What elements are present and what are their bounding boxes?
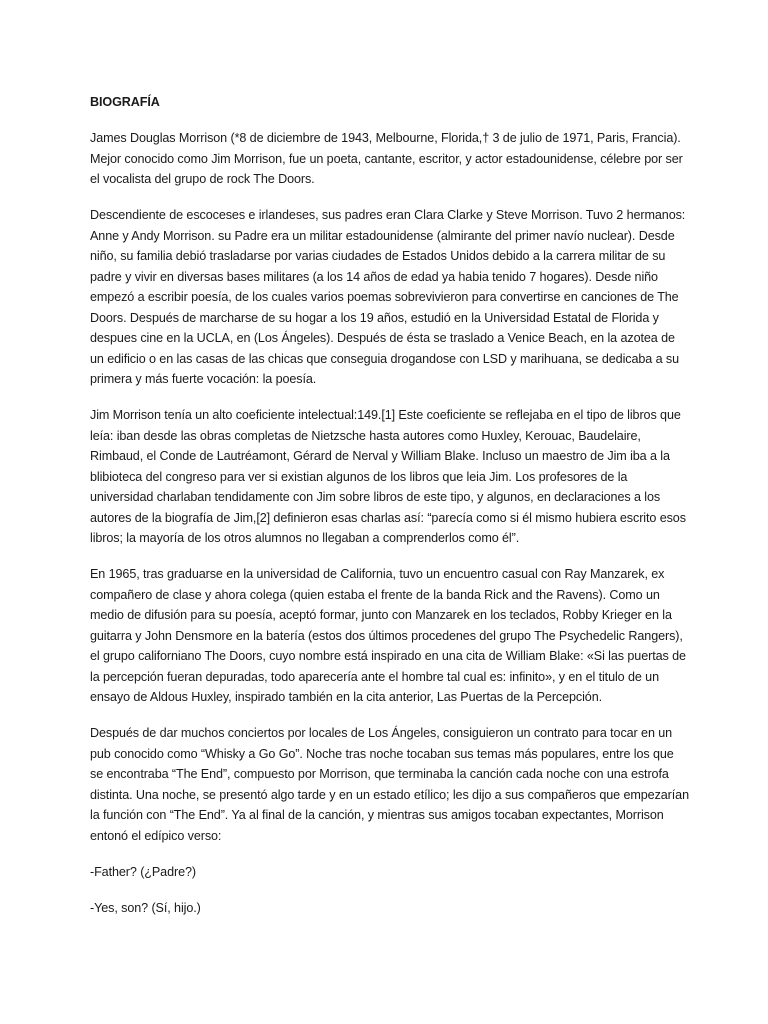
document-page	[90, 92, 690, 934]
paragraph-intro: James Douglas Morrison (*8 de diciembre de 1943, Melbourne, Florida,† 3 de julio de 1971, Paris, Francia). Mejor conocido como Jim Morrison, fue un poeta, cantante, escritor, y actor estadounidense, célebre por ser el vocalista del grupo de rock The Doors.	[90, 131, 683, 186]
paragraph-verse-son: -Yes, son? (Sí, hijo.)	[90, 900, 201, 915]
paragraph-whisky-a-go-go: Después de dar muchos conciertos por locales de Los Ángeles, consiguieron un contrato para tocar en un pub conocido como “Whisky a Go Go”. Noche tras noche tocaban sus temas más populares, entre los que se encontraba “The End”, compuesto por Morrison, que terminaba la canción cada noche con una estrofa distinta. Una noche, se presentó algo tarde y en un estado etílico; les dijo a sus compañeros que empezarían la función con “The End”. Ya al final de la canción, y mientras sus amigos tocaban expectantes, Morrison entonó el edípico verso:	[90, 726, 689, 843]
paragraph-verse-father: -Father? (¿Padre?)	[90, 864, 196, 879]
document-heading: BIOGRAFÍA	[90, 95, 160, 109]
paragraph-family: Descendiente de escoceses e irlandeses, sus padres eran Clara Clarke y Steve Morrison. Tuvo 2 hermanos: Anne y Andy Morrison. su Padre era un militar estadounidense (almirante del primer navío nuclear). Desde niño, su familia debió trasladarse por varias ciudades de Estados Unidos debido a la carrera militar de su padre y vivir en diversas bases militares (a los 14 años de edad ya habia tenido 7 hogares). Desde niño empezó a escribir poesía, de los cuales varios poemas sobrevivieron para convertirse en canciones de The Doors. Después de marcharse de su hogar a los 19 años, estudió en la Universidad Estatal de Florida y despues cine en la UCLA, en (Los Ángeles). Después de ésta se traslado a Venice Beach, en la azotea de un edificio o en las casas de las chicas que conseguia drogandose con LSD y marihuana, se dedicaba a su primera y más fuerte vocación: la poesía.	[90, 208, 686, 386]
paragraph-the-doors: En 1965, tras graduarse en la universidad de California, tuvo un encuentro casual con Ray Manzarek, ex compañero de clase y ahora colega (quien estaba el frente de la banda Rick and the Ravens). Como un medio de difusión para su poesía, aceptó formar, junto con Manzarek en los teclados, Robby Krieger en la guitarra y John Densmore en la batería (estos dos últimos procedenes del grupo The Psychedelic Rangers), el grupo californiano The Doors, cuyo nombre está inspirado en una cita de William Blake: «Si las puertas de la percepción fueran depuradas, todo aparecería ante el hombre tal cual es: infinito», y en el titulo de un ensayo de Aldous Huxley, inspirado también en la cita anterior, Las Puertas de la Percepción.	[90, 567, 686, 704]
paragraph-intellect: Jim Morrison tenía un alto coeficiente intelectual:149.[1] Este coeficiente se reflejaba en el tipo de libros que leía: iban desde las obras completas de Nietzsche hasta autores como Huxley, Kerouac, Baudelaire, Rimbaud, el Conde de Lautréamont, Gérard de Nerval y William Blake. Incluso un maestro de Jim iba a la blibioteca del congreso para ver si existian algunos de los libros que leia Jim. Los profesores de la universidad charlaban tendidamente con Jim sobre libros de este tipo, y algunos, en declaraciones a los autores de la biografía de Jim,[2] definieron esas charlas así: “parecía como si él mismo hubiera escrito esos libros; la mayoría de los otros alumnos no llegaban a comprenderlos como él”.	[90, 408, 686, 545]
